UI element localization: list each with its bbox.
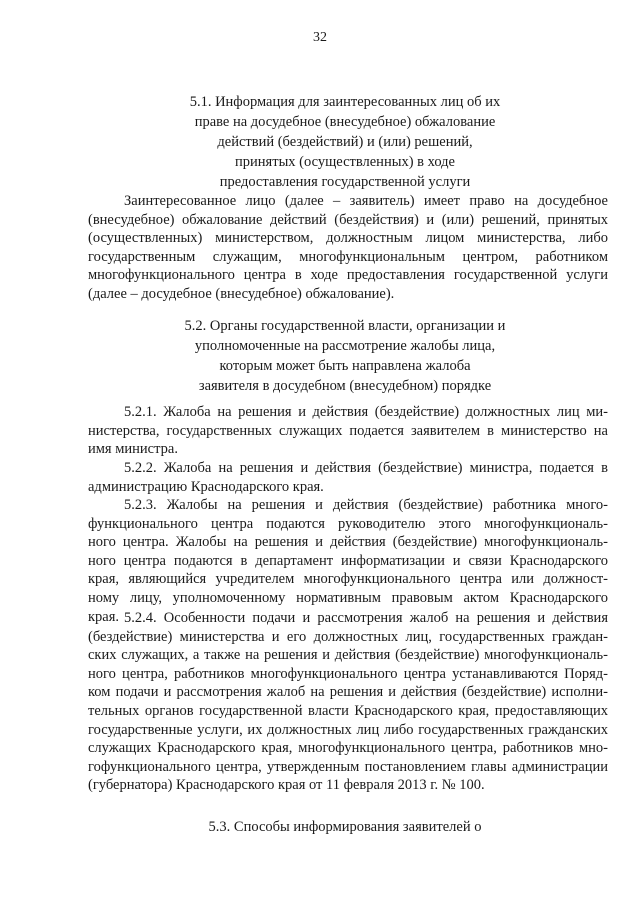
text-line: ного центра подаются в департамент информатизации и связи Краснодарского bbox=[88, 552, 608, 569]
heading-line: предоставления государственной услуги bbox=[219, 174, 471, 190]
text-line: 5.2.3. Жалобы на решения и действия (бездействие) работника много- bbox=[124, 497, 608, 513]
heading-line: 5.1. Информация для заинтересованных лиц об их bbox=[189, 94, 501, 110]
text-line: края. bbox=[88, 608, 120, 625]
heading-line: действий (бездействий) и (или) решений, bbox=[217, 134, 473, 150]
paragraph-5-2-3 bbox=[88, 496, 608, 626]
text-line: Заинтересованное лицо (далее – заявитель) имеет право на досудебное bbox=[124, 193, 608, 209]
text-line: ских служащих, а также на решения и действия (бездействие) многофункциональ- bbox=[88, 647, 608, 664]
text-line: ного центра, работников многофункционального центра устанавливаются Поряд- bbox=[88, 665, 608, 682]
heading-line: принятых (осуществленных) в ходе bbox=[235, 154, 455, 170]
section-5-1-heading bbox=[150, 92, 540, 192]
heading-line: которым может быть направлена жалоба bbox=[219, 358, 471, 374]
text-line: гофункционального центра, утвержденным постановлением главы администрации bbox=[88, 758, 608, 775]
text-line: государственным служащим, многофункциональным центром, работником bbox=[88, 248, 608, 265]
heading-line: 5.3. Способы информирования заявителей о bbox=[208, 819, 482, 835]
text-line: имя министра. bbox=[88, 441, 178, 458]
text-line: ком подачи и рассмотрения жалоб на решения и действия (бездействие) исполни- bbox=[88, 684, 608, 701]
text-line: (губернатора) Краснодарского края от 11 февраля 2013 г. № 100. bbox=[88, 777, 485, 794]
text-line: (осуществленных) министерством, должностным лицом министерства, либо bbox=[88, 230, 608, 247]
text-line: 5.2.2. Жалоба на решения и действия (бездействие) министра, подается в bbox=[124, 460, 608, 476]
heading-line: 5.2. Органы государственной власти, организации и bbox=[184, 318, 506, 334]
section-5-3-heading bbox=[150, 817, 540, 837]
text-line: тельных органов государственной власти Краснодарского края, предоставляющих bbox=[88, 702, 608, 719]
text-line: многофункционального центра в ходе предоставления государственной услуги bbox=[88, 267, 608, 284]
text-line: (далее – досудебное (внесудебное) обжалование). bbox=[88, 285, 395, 302]
paragraph-5-2-4 bbox=[88, 609, 608, 795]
text-line: государственные услуги, их должностных лиц либо государственных гражданских bbox=[88, 721, 608, 738]
heading-line: заявителя в досудебном (внесудебном) порядке bbox=[198, 378, 492, 394]
heading-line: праве на досудебное (внесудебное) обжалование bbox=[194, 114, 496, 130]
section-5-1-paragraph bbox=[88, 192, 608, 304]
text-line: края, являющийся учредителем многофункционального центра или должност- bbox=[88, 571, 608, 588]
section-5-2-heading bbox=[150, 316, 540, 396]
text-line: 5.2.4. Особенности подачи и рассмотрения жалоб на решения и действия bbox=[124, 610, 608, 626]
text-line: функционального центра подаются руководителю этого многофункциональ- bbox=[88, 515, 608, 532]
text-line: ному лицу, уполномоченному нормативным правовым актом Краснодарского bbox=[88, 589, 608, 606]
text-line: нистерства, государственных служащих подается заявителем в министерство на bbox=[88, 422, 608, 439]
text-line: служащих Краснодарского края, многофункционального центра, работников мно- bbox=[88, 740, 608, 757]
text-line: администрацию Краснодарского края. bbox=[88, 478, 324, 495]
paragraph-5-2-2 bbox=[88, 459, 608, 496]
text-line: (внесудебное) обжалование действий (бездействия) и (или) решений, принятых bbox=[88, 211, 608, 228]
text-line: 5.2.1. Жалоба на решения и действия (бездействие) должностных лиц ми- bbox=[124, 404, 608, 420]
text-line: ного центра. Жалобы на решения и действия (бездействие) многофункциональ- bbox=[88, 534, 608, 551]
text-line: (бездействие) министерства и его должностных лиц, государственных граждан- bbox=[88, 628, 608, 645]
heading-line: уполномоченные на рассмотрение жалобы лица, bbox=[194, 338, 496, 354]
page-number: 32 bbox=[313, 30, 327, 45]
paragraph-5-2-1 bbox=[88, 403, 608, 459]
